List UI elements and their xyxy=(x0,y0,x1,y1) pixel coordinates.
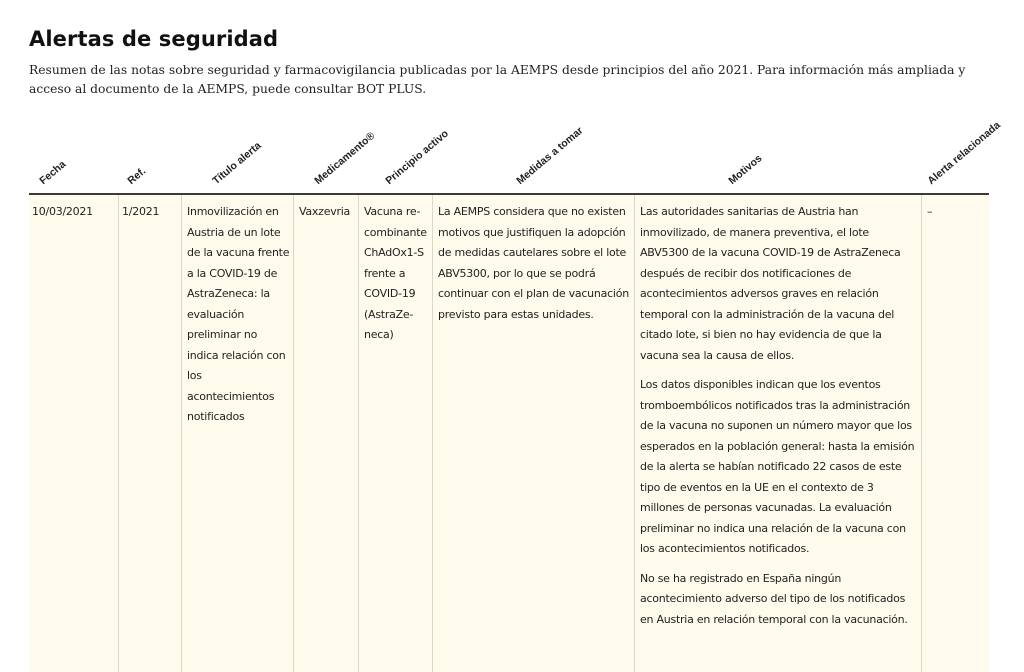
table-row xyxy=(29,195,989,672)
cell-principio-activo: Vacuna re-combinante ChAdOx1-S frente a COVID-19 (AstraZe-neca) xyxy=(359,195,433,672)
motivos-paragraph: No se ha registrado en España ningún acontecimiento adverso del tipo de los notificados en Austria en relación temporal con la vacunación. xyxy=(640,571,908,626)
motivos-paragraph: Los datos disponibles indican que los eventos tromboembólicos notificados tras la administración de la vacuna no suponen un número mayor que los esperados en la población general: hasta la emisión de la alerta se habían notificado 22 casos de este tipo de eventos en la UE en el contexto de 3 millones de personas vacunadas. La evaluación preliminar no indica una relación de la vacuna con los acontecimientos notificados. xyxy=(640,378,915,555)
header-ref: Ref. xyxy=(125,165,149,187)
cell-motivos xyxy=(635,195,922,672)
intro-text: Resumen de las notas sobre seguridad y farmacovigilancia publicadas por la AEMPS desde principios del año 2021. Para información más ampliada y acceso al documento de la AEMPS, puede consultar BOT PLUS. xyxy=(29,63,966,96)
header-motivos: Motivos xyxy=(726,152,765,187)
cell-ref: 1/2021 xyxy=(119,195,182,672)
header-medicamento: Medicamento® xyxy=(312,129,378,187)
page-title: Alertas de seguridad xyxy=(29,27,279,51)
header-fecha: Fecha xyxy=(37,158,69,187)
cell-medidas-a-tomar: La AEMPS considera que no existen motivos que justifiquen la adopción de medidas cautelares sobre el lote ABV5300, por lo que se podrá continuar con el plan de vacunación previsto para estas unidades. xyxy=(433,195,635,672)
header-alerta-relacionada: Alerta relacionada xyxy=(925,119,1003,187)
motivos-paragraph: Las autoridades sanitarias de Austria han inmovilizado, de manera preventiva, el lote ABV5300 de la vacuna COVID-19 de AstraZeneca después de recibir dos notificaciones de acontecimientos adversos graves en relación temporal con la administración de la vacuna del citado lote, si bien no hay evidencia de que la vacuna sea la causa de ellos. xyxy=(640,205,901,362)
cell-alerta-relacionada: – xyxy=(927,205,933,218)
cell-medicamento: Vaxzevria xyxy=(294,195,359,672)
table-header xyxy=(29,100,1003,193)
header-titulo-alerta: Título alerta xyxy=(210,139,264,187)
header-medidas-a-tomar: Medidas a tomar xyxy=(514,124,586,187)
cell-titulo-alerta: Inmovilización en Austria de un lote de la vacuna frente a la COVID-19 de AstraZeneca: la evaluación preliminar no indica relación con los acontecimientos notificados xyxy=(182,195,294,672)
header-principio-activo: Principio activo xyxy=(383,127,451,187)
cell-fecha: 10/03/2021 xyxy=(29,195,119,672)
